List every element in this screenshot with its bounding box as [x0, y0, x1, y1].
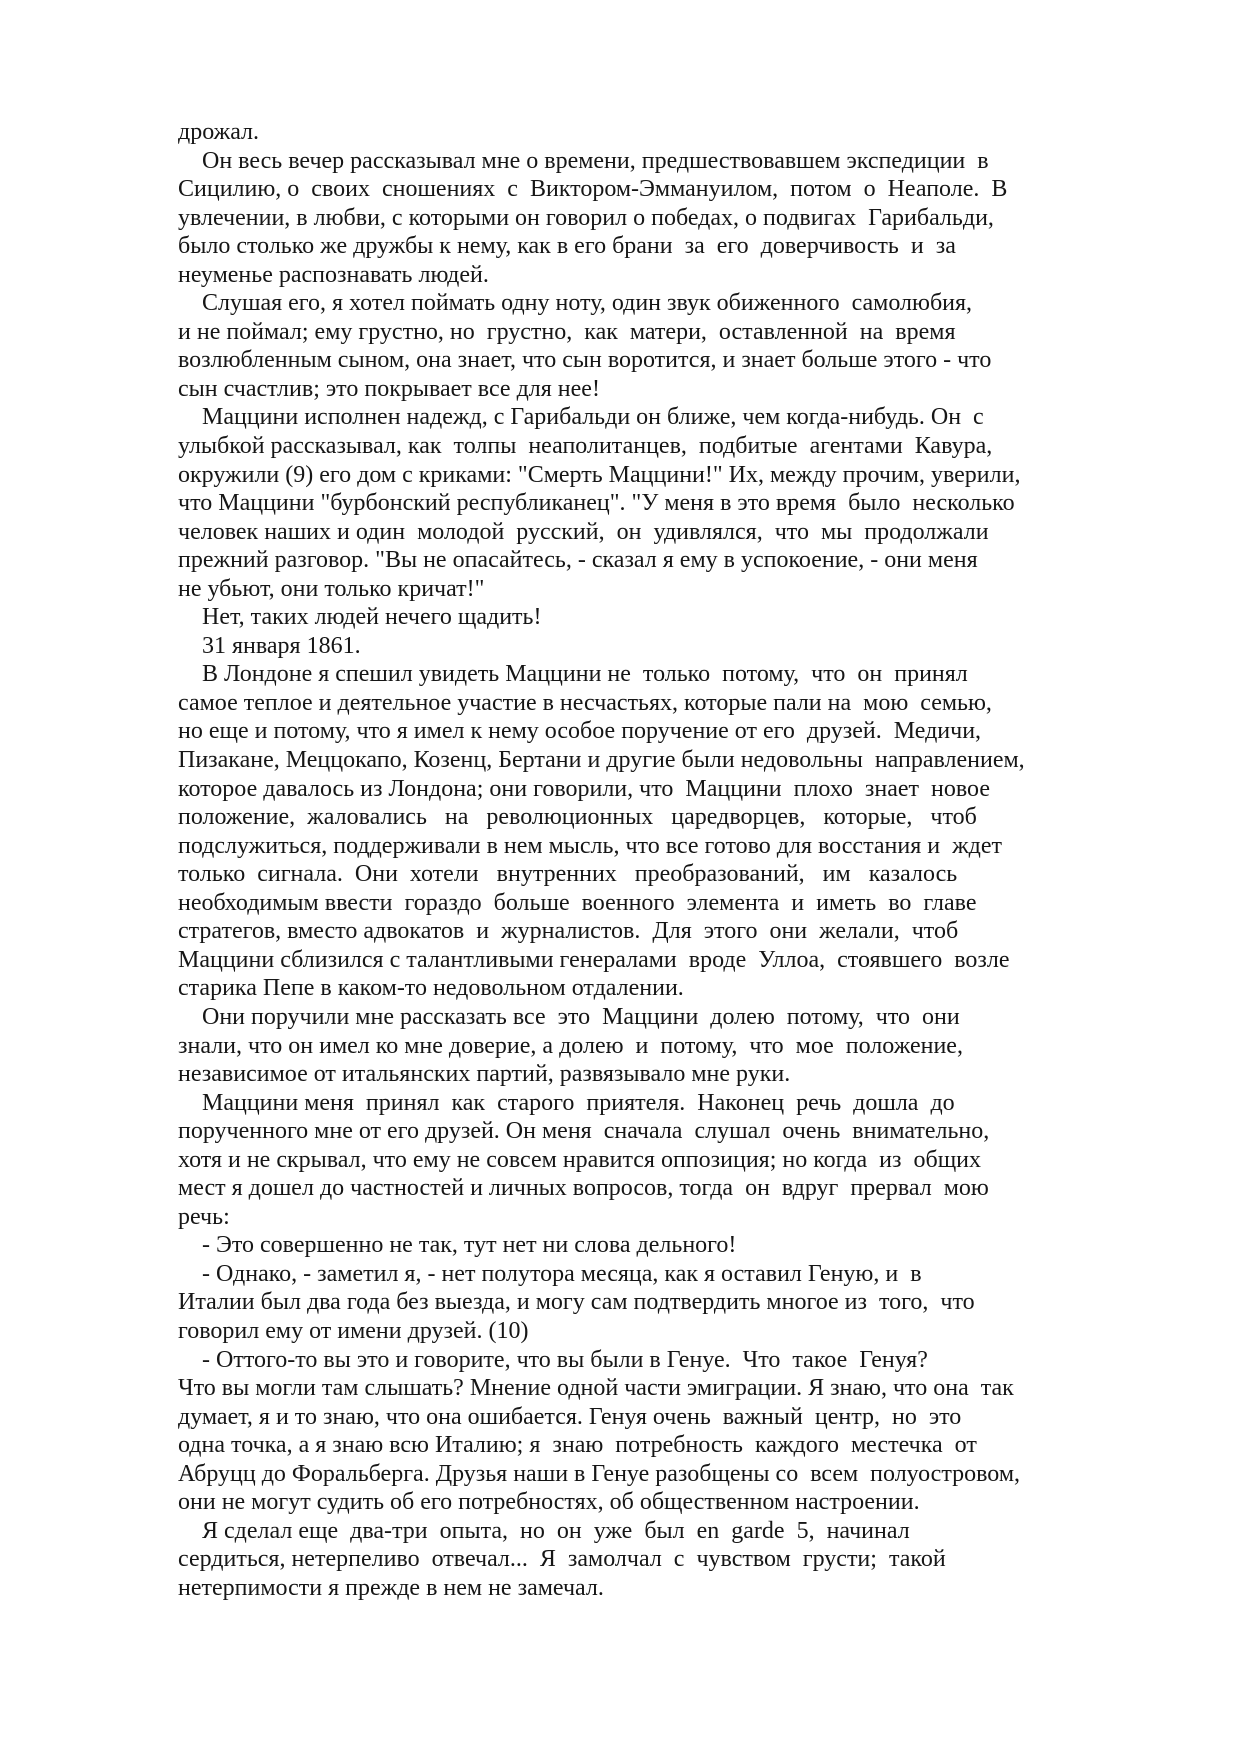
text-line: Я сделал еще два-три опыта, но он уже был en garde 5, начинал	[178, 1517, 910, 1544]
text-line: Маццини исполнен надежд, с Гарибальди он ближе, чем когда-нибудь. Он с	[178, 404, 984, 431]
text-line: 31 января 1861.	[178, 632, 361, 659]
text-line: не убьют, они только кричат!"	[178, 575, 485, 602]
text-line: дрожал.	[178, 119, 260, 145]
text-line: и не поймал; ему грустно, но грустно, как матери, оставленной на время	[178, 318, 956, 345]
text-line: старика Пепе в каком-то недовольном отдалении.	[178, 975, 684, 1002]
text-line: необходимым ввести гораздо больше военного элемента и иметь во главе	[178, 889, 977, 916]
text-line: человек наших и один молодой русский, он удивлялся, что мы продолжали	[178, 518, 989, 545]
text-line: Слушая его, я хотел поймать одну ноту, один звук обиженного самолюбия,	[178, 290, 973, 317]
text-line: Они поручили мне рассказать все это Маццини долею потому, что они	[178, 1003, 960, 1030]
text-line: знали, что он имел ко мне доверие, а долею и потому, что мое положение,	[178, 1032, 963, 1059]
text-line: речь:	[178, 1203, 230, 1230]
text-line: что Маццини "бурбонский республиканец". "У меня в это время было несколько	[178, 490, 1015, 517]
text-line: сын счастлив; это покрывает все для нее!	[178, 375, 600, 402]
text-line: улыбкой рассказывал, как толпы неаполитанцев, подбитые агентами Кавура,	[178, 433, 993, 460]
text-line: - Это совершенно не так, тут нет ни слова дельного!	[178, 1232, 737, 1259]
text-line: прежний разговор. "Вы не опасайтесь, - сказал я ему в успокоение, - они меня	[178, 547, 978, 574]
text-line: Италии был два года без выезда, и могу сам подтвердить многое из того, что	[178, 1289, 975, 1316]
text-line: Маццини меня принял как старого приятеля. Наконец речь дошла до	[178, 1089, 955, 1116]
text-line: положение, жаловались на революционных царедворцев, которые, чтоб	[178, 804, 977, 831]
text-line: стратегов, вместо адвокатов и журналистов. Для этого они желали, чтоб	[178, 918, 959, 945]
text-line: неуменье распознавать людей.	[178, 261, 489, 288]
text-line: Нет, таких людей нечего щадить!	[178, 604, 542, 631]
text-line: но еще и потому, что я имел к нему особое поручение от его друзей. Медичи,	[178, 718, 982, 745]
text-line: мест я дошел до частностей и личных вопросов, тогда он вдруг прервал мою	[178, 1175, 989, 1202]
text-line: только сигнала. Они хотели внутренних преобразований, им казалось	[178, 861, 958, 888]
text-line: было столько же дружбы к нему, как в его брани за его доверчивость и за	[178, 233, 956, 260]
text-line: - Оттого-то вы это и говорите, что вы были в Генуе. Что такое Генуя?	[178, 1346, 928, 1373]
text-line: подслужиться, поддерживали в нем мысль, что все готово для восстания и ждет	[178, 832, 1003, 859]
document-text	[178, 118, 1078, 1602]
text-line: Пизакане, Меццокапо, Козенц, Бертани и другие были недовольны направлением,	[178, 747, 1025, 774]
text-line: хотя и не скрывал, что ему не совсем нравится оппозиция; но когда из общих	[178, 1146, 982, 1173]
text-line: порученного мне от его друзей. Он меня сначала слушал очень внимательно,	[178, 1118, 990, 1145]
text-line: сердиться, нетерпеливо отвечал... Я замолчал с чувством грусти; такой	[178, 1546, 946, 1573]
text-line: говорил ему от имени друзей. (10)	[178, 1317, 529, 1344]
text-line: они не могут судить об его потребностях, об общественном настроении.	[178, 1489, 920, 1516]
text-line: Что вы могли там слышать? Мнение одной части эмиграции. Я знаю, что она так	[178, 1375, 1014, 1402]
text-line: окружили (9) его дом с криками: "Смерть Маццини!" Их, между прочим, уверили,	[178, 461, 1021, 488]
text-line: В Лондоне я спешил увидеть Маццини не только потому, что он принял	[178, 661, 968, 688]
text-line: - Однако, - заметил я, - нет полутора месяца, как я оставил Геную, и в	[178, 1260, 922, 1287]
text-line: думает, я и то знаю, что она ошибается. Генуя очень важный центр, но это	[178, 1403, 962, 1430]
text-line: увлечении, в любви, с которыми он говорил о победах, о подвигах Гарибальди,	[178, 204, 994, 231]
text-line: Абруцц до Форальберга. Друзья наши в Генуе разобщены со всем полуостровом,	[178, 1460, 1021, 1487]
text-line: возлюбленным сыном, она знает, что сын воротится, и знает больше этого - что	[178, 347, 992, 374]
text-line: Сицилию, о своих сношениях с Виктором-Эммануилом, потом о Неаполе. В	[178, 176, 1008, 203]
text-line: одна точка, а я знаю всю Италию; я знаю потребность каждого местечка от	[178, 1432, 977, 1459]
text-line: которое давалось из Лондона; они говорили, что Маццини плохо знает новое	[178, 775, 990, 802]
text-line: самое теплое и деятельное участие в несчастьях, которые пали на мою семью,	[178, 689, 992, 716]
text-line: независимое от итальянских партий, развязывало мне руки.	[178, 1061, 791, 1088]
text-line: Он весь вечер рассказывал мне о времени, предшествовавшем экспедиции в	[178, 147, 989, 174]
text-line: Маццини сблизился с талантливыми генералами вроде Уллоа, стоявшего возле	[178, 946, 1010, 973]
text-line: нетерпимости я прежде в нем не замечал.	[178, 1574, 604, 1601]
